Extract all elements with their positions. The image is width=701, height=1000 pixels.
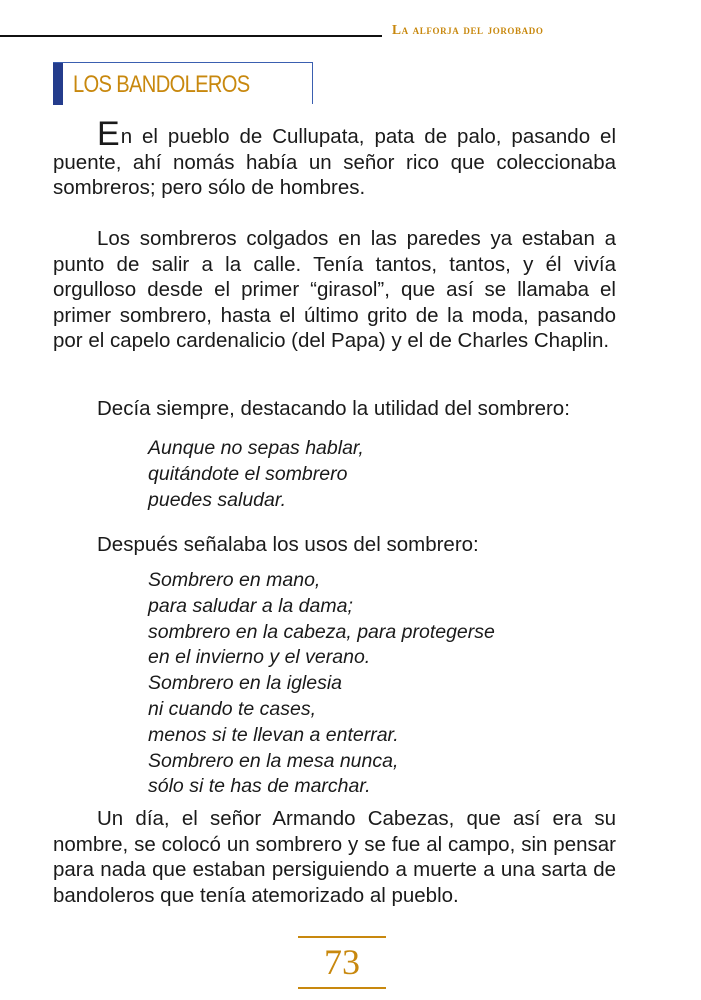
chapter-heading-bar <box>53 63 63 105</box>
verse-line: ni cuando te cases, <box>148 697 317 720</box>
paragraph-3: Decía siempre, destacando la utilidad del sombrero: <box>97 397 570 420</box>
paragraph-1 <box>53 115 616 201</box>
header-rule <box>0 35 382 37</box>
paragraph-5: Un día, el señor Armando Cabezas, que así era su nombre, se colocó un sombrero y se fue al campo, sin pensar para nada que estaban persiguiendo a muerte a una sarta de bandoleros que tenía atemorizado al pueblo. <box>53 807 616 907</box>
paragraph-1-text: n el pueblo de Cullupata, pata de palo, pasando el puente, ahí nomás había un señor rico que coleccionaba sombreros; pero sólo de hombres. <box>53 125 616 199</box>
verse-line: para saludar a la dama; <box>148 594 353 617</box>
verse-line: Sombrero en la iglesia <box>148 672 343 695</box>
verse-1 <box>148 436 608 513</box>
verse-2 <box>148 568 608 800</box>
page-number-block <box>298 936 386 990</box>
verse-line: Aunque no sepas hablar, <box>148 437 364 459</box>
initial-letter: E <box>97 115 120 153</box>
verse-line: en el invierno y el verano. <box>148 646 371 669</box>
page-number: 73 <box>324 942 360 982</box>
folio-rule-top <box>298 936 386 938</box>
verse-line: sombrero en la cabeza, para protegerse <box>148 620 495 643</box>
verse-line: sólo si te has de marchar. <box>148 775 371 798</box>
verse-line: puedes saludar. <box>148 488 287 511</box>
verse-line: Sombrero en la mesa nunca, <box>148 749 399 772</box>
paragraph-4: Después señalaba los usos del sombrero: <box>97 533 479 556</box>
verse-line: Sombrero en mano, <box>148 569 321 591</box>
running-title: La alforja del jorobado <box>392 22 544 37</box>
chapter-heading <box>53 62 313 104</box>
chapter-title: LOS BANDOLEROS <box>73 71 250 98</box>
folio-rule-bottom <box>298 987 386 989</box>
running-header <box>0 22 701 42</box>
verse-line: quitándote el sombrero <box>148 462 348 485</box>
paragraph-2: Los sombreros colgados en las paredes ya estaban a punto de salir a la calle. Tenía tantos, tantos, y él vivía orgulloso desde el primer “girasol”, que así se llamaba el primer sombrero, hasta el último grito de la moda, pasando por el capelo cardenalicio (del Papa) y el de Charles Chaplin. <box>53 227 616 352</box>
verse-line: menos si te llevan a enterrar. <box>148 723 399 746</box>
